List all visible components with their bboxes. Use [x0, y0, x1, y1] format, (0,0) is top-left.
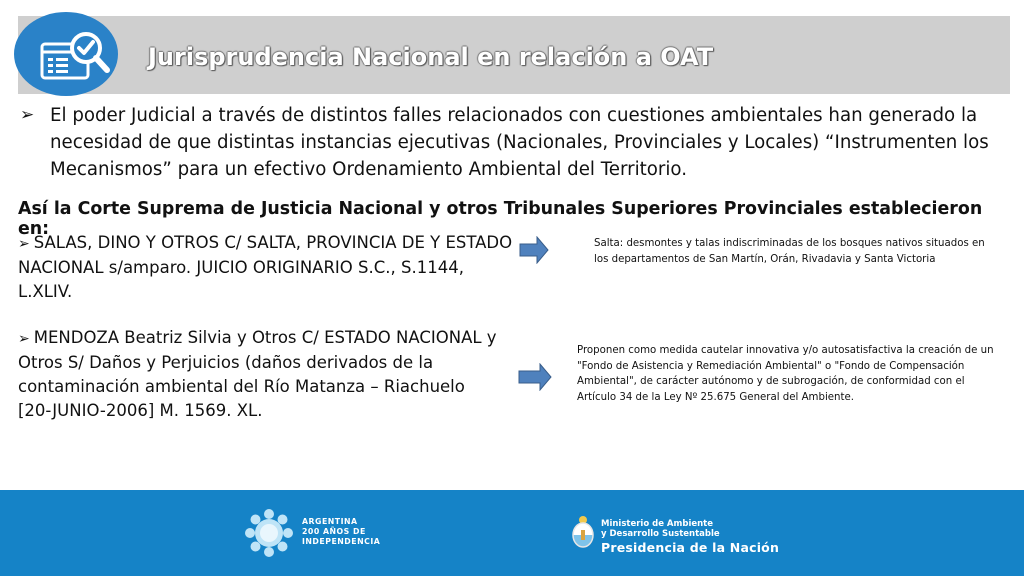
intro-bullet: [18, 102, 1008, 183]
subheading: Así la Corte Suprema de Justicia Nacional y otros Tribunales Superiores Provinciales establecieron en:: [18, 199, 983, 239]
slide-title: Jurisprudencia Nacional en relación a OAT: [148, 43, 714, 71]
presidencia-text: Presidencia de la Nación: [601, 540, 780, 555]
case-text: MENDOZA Beatriz Silvia y Otros C/ ESTADO NACIONAL y Otros S/ Daños y Perjuicios (daños derivados de la contaminación ambiental del Río Matanza – Riachuelo [20-JUNIO-2006] M. 1569. XL.: [18, 328, 497, 420]
national-shield-icon: [570, 514, 596, 550]
case-note: Salta: desmontes y talas indiscriminadas de los bosques nativos situados en los departamentos de San Martín, Orán, Rivadavia y Santa Victoria: [594, 238, 985, 265]
right-arrow-icon: [519, 236, 549, 264]
arrow-bullet-icon: ➢: [18, 236, 30, 252]
case-item: [18, 231, 518, 304]
ministry-name-2: y Desarrollo Sustentable: [601, 529, 720, 539]
bicentenario-sun-logo: [244, 508, 294, 558]
arrow-bullet-icon: ➢: [18, 331, 30, 347]
arrow-bullet-icon: ➢: [20, 105, 35, 125]
right-arrow-icon: [518, 363, 552, 391]
ministry-logo-text: [601, 519, 779, 555]
bicentenario-text: ARGENTINA 200 AÑOS DE INDEPENDENCIA: [302, 517, 381, 546]
ministry-name: Ministerio de Ambiente: [601, 519, 714, 529]
footer: [0, 490, 1024, 576]
case-text: SALAS, DINO Y OTROS C/ SALTA, PROVINCIA DE Y ESTADO NACIONAL s/amparo. JUICIO ORIGINARIO S.C., S.1144, L.XLIV.: [18, 233, 513, 301]
intro-text: El poder Judicial a través de distintos falles relacionados con cuestiones ambientales han generado la necesidad de que distintas instancias ejecutivas (Nacionales, Provinciales y Locales) “Instrumenten los Mecanismos” para un efectivo Ordenamiento Ambiental del Territorio.: [50, 105, 989, 180]
case-note: Proponen como medida cautelar innovativa y/o autosatisfactiva la creación de un "Fondo de Asistencia y Remediación Ambiental" o "Fondo de Compensación Ambiental", de carácter autónomo y de subrogación, de conformidad con el Artículo 34 de la Ley Nº 25.675 General del Ambiente.: [577, 345, 994, 403]
case-item: [18, 326, 498, 423]
checklist-search-icon: [14, 12, 118, 96]
